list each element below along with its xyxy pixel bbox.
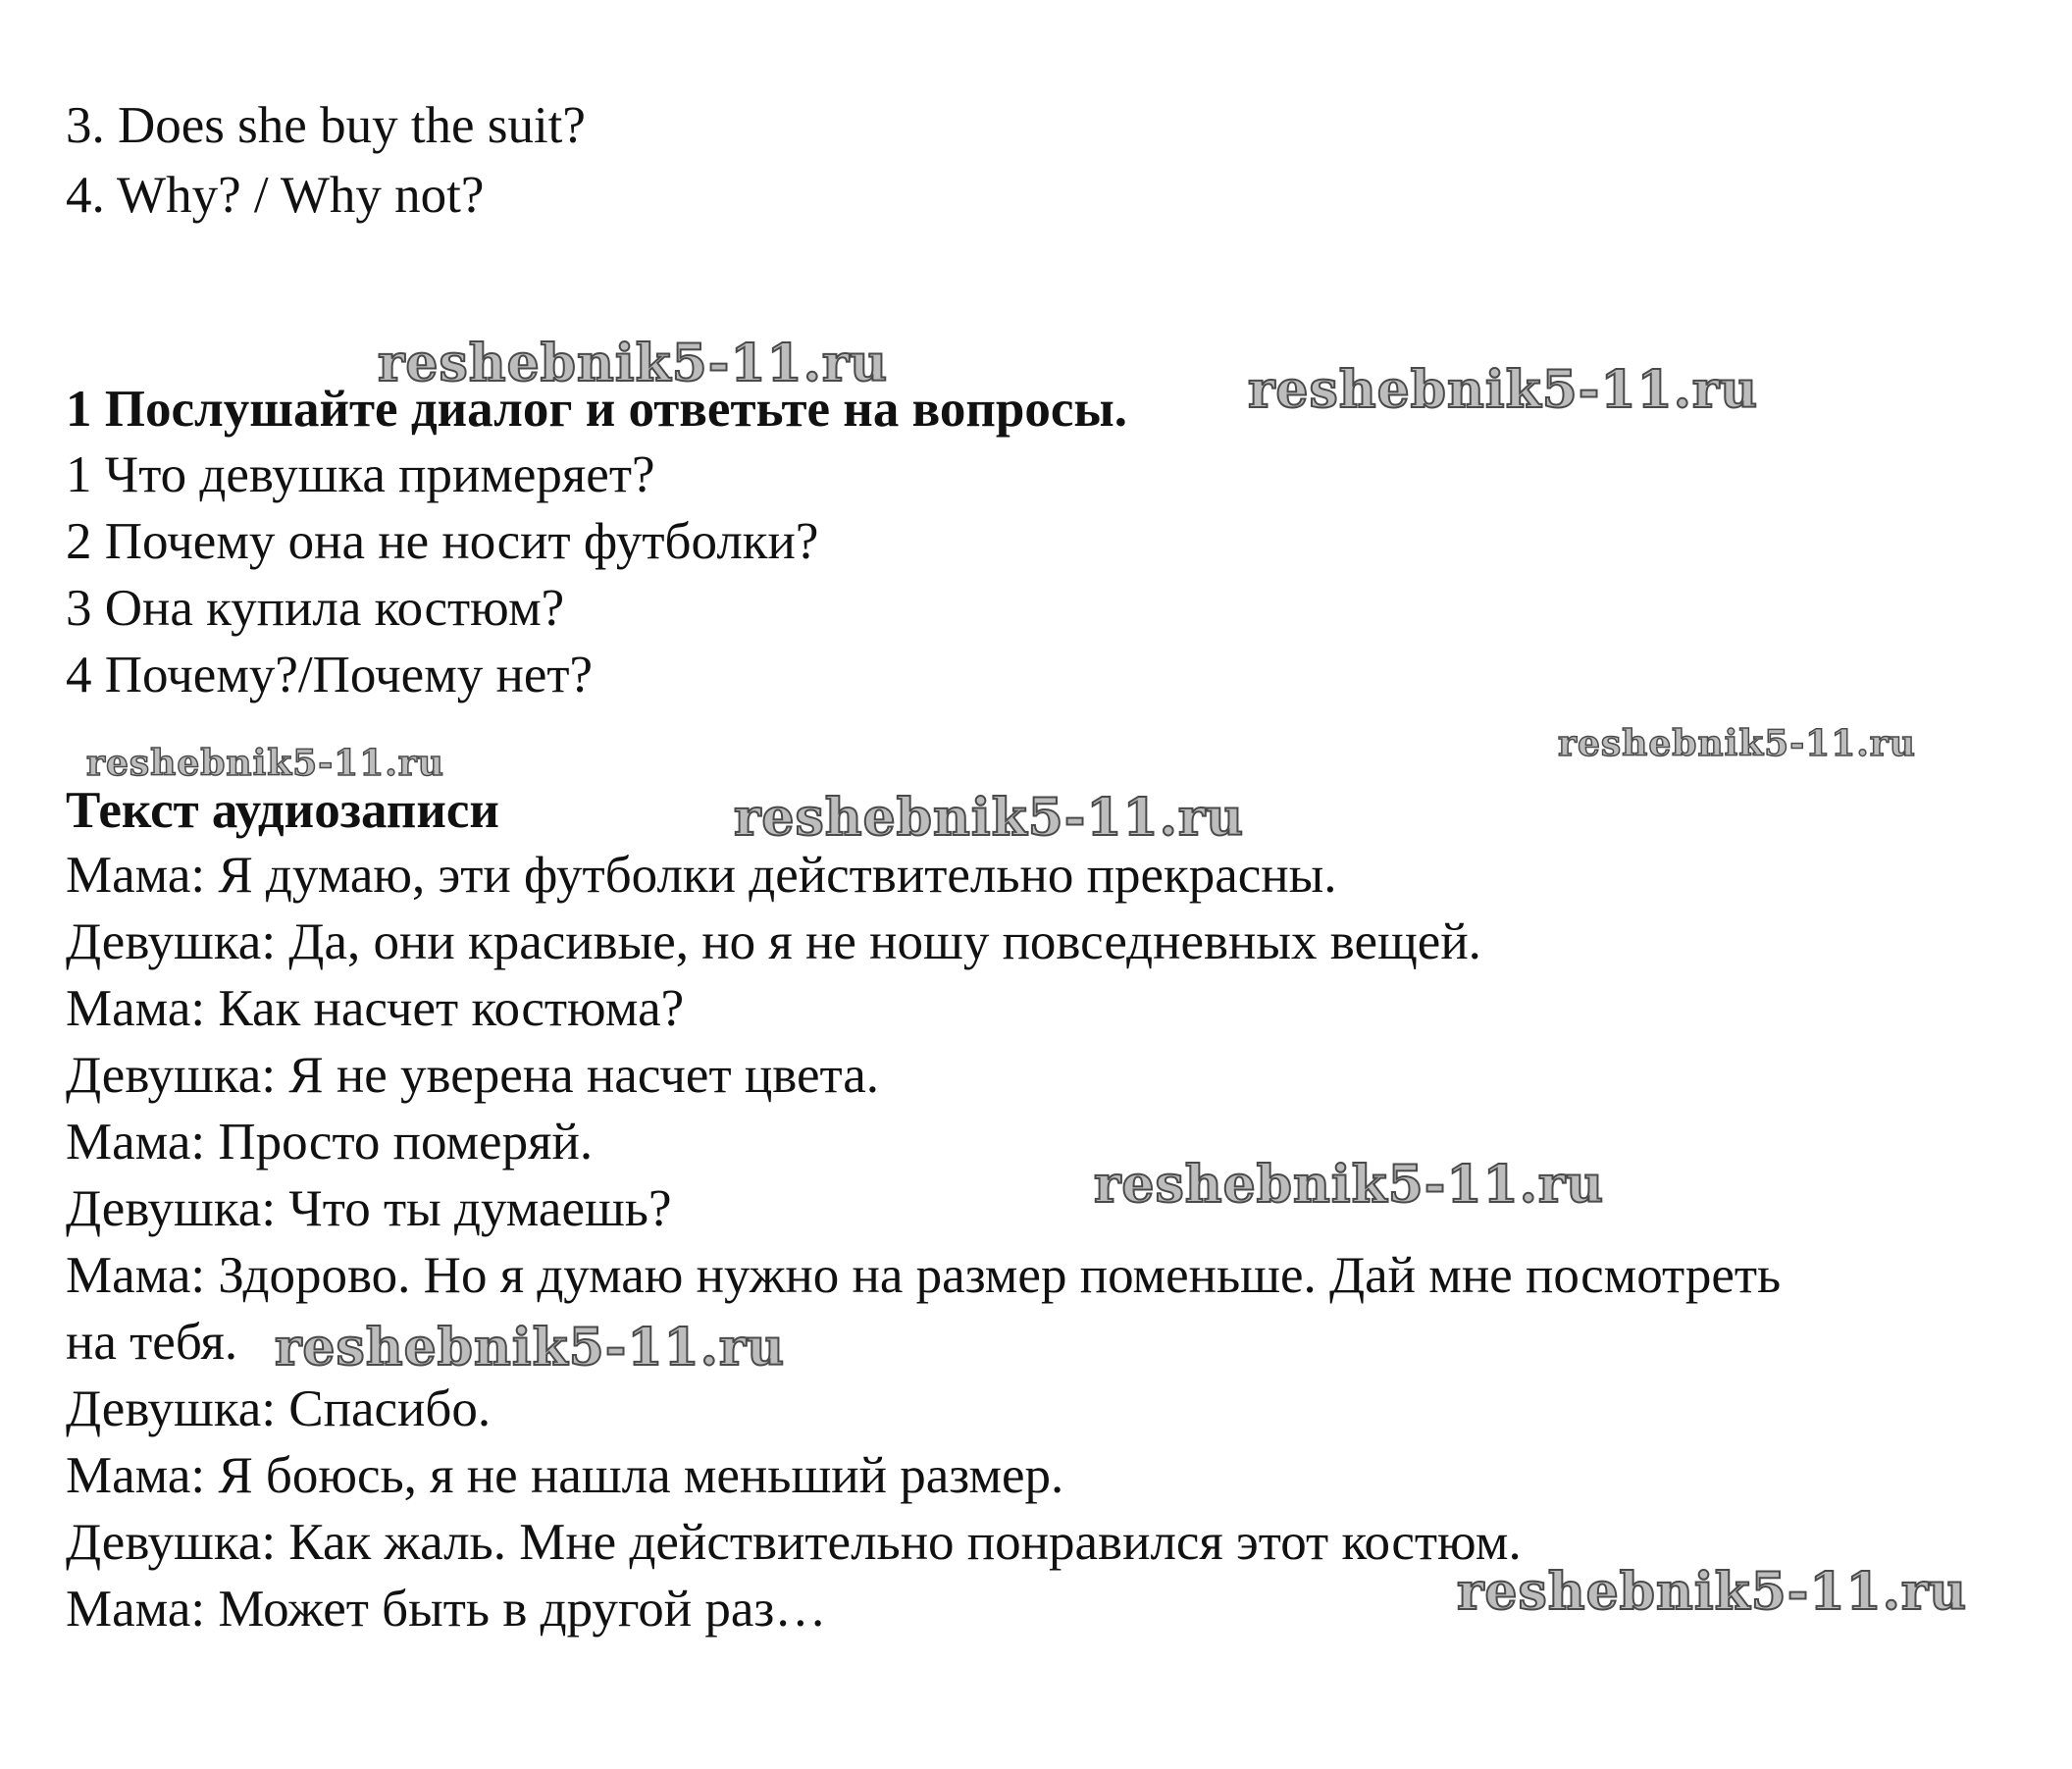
task-question-4: 4 Почему?/Почему нет? bbox=[66, 647, 594, 703]
task-question-3: 3 Она купила костюм? bbox=[66, 580, 565, 637]
transcript-line: на тебя. bbox=[66, 1314, 238, 1371]
transcript-line: Мама: Здорово. Но я думаю нужно на размер поменьше. Дай мне посмотреть bbox=[66, 1247, 1782, 1304]
transcript-line: Мама: Я боюсь, я не нашла меньший размер. bbox=[66, 1447, 1064, 1504]
watermark: reshebnik5-11.ru bbox=[1248, 360, 1759, 420]
transcript-line: Мама: Я думаю, эти футболки действительно прекрасны. bbox=[66, 847, 1337, 904]
task-question-1: 1 Что девушка примеряет? bbox=[66, 446, 655, 503]
watermark: reshebnik5-11.ru bbox=[378, 334, 889, 393]
transcript-line: Девушка: Спасибо. bbox=[66, 1380, 492, 1437]
watermark: reshebnik5-11.ru bbox=[734, 788, 1245, 848]
task-heading: 1 Послушайте диалог и ответьте на вопросы. bbox=[66, 381, 1128, 438]
watermark: reshebnik5-11.ru bbox=[1457, 1562, 1968, 1622]
transcript-line: Девушка: Что ты думаешь? bbox=[66, 1180, 672, 1237]
watermark: reshebnik5-11.ru bbox=[275, 1318, 786, 1378]
transcript-line: Мама: Может быть в другой раз… bbox=[66, 1581, 827, 1638]
watermark: reshebnik5-11.ru bbox=[1558, 723, 1916, 764]
transcript-line: Девушка: Да, они красивые, но я не ношу повседневных вещей. bbox=[66, 913, 1481, 970]
transcript-line: Мама: Как насчет костюма? bbox=[66, 980, 685, 1037]
question-en-4: 4. Why? / Why not? bbox=[66, 167, 485, 224]
transcript-heading: Текст аудиозаписи bbox=[66, 782, 499, 839]
transcript-line: Девушка: Как жаль. Мне действительно понравился этот костюм. bbox=[66, 1514, 1522, 1571]
watermark: reshebnik5-11.ru bbox=[86, 743, 444, 784]
question-en-3: 3. Does she buy the suit? bbox=[66, 97, 586, 154]
transcript-line: Мама: Просто померяй. bbox=[66, 1114, 594, 1171]
task-question-2: 2 Почему она не носит футболки? bbox=[66, 513, 819, 570]
watermark: reshebnik5-11.ru bbox=[1094, 1155, 1605, 1215]
transcript-line: Девушка: Я не уверена насчет цвета. bbox=[66, 1047, 880, 1104]
